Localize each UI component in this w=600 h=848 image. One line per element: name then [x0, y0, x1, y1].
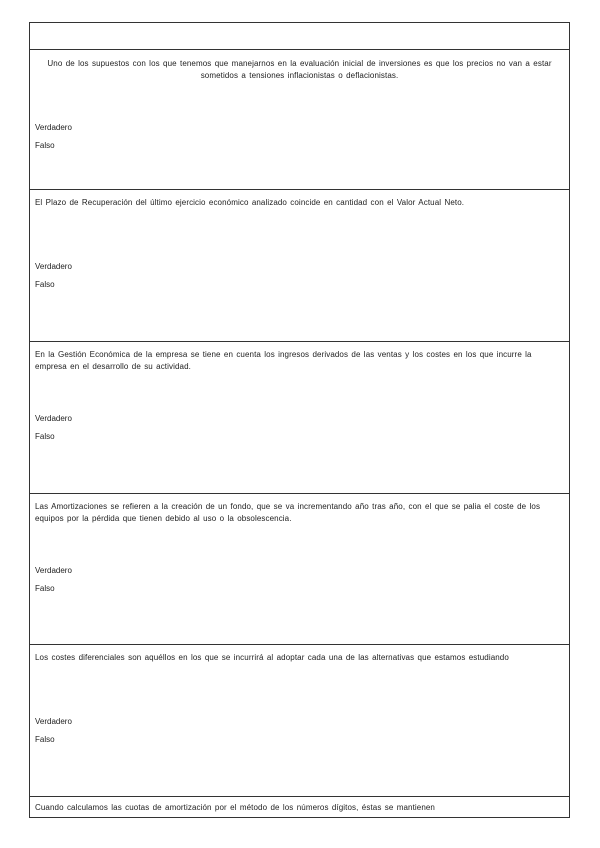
- option-falso[interactable]: Falso: [35, 584, 55, 593]
- option-falso[interactable]: Falso: [35, 141, 55, 150]
- question-text: Los costes diferenciales son aquéllos en los que se incurrirá al adoptar cada una de las alternativas que estamos estudiando: [35, 653, 509, 662]
- question-text: Las Amortizaciones se refieren a la creación de un fondo, que se va incrementando año tras año, con el que se palia el coste de los equipos por la pérdida que tienen debido al uso o la obsolescencia.: [35, 502, 541, 523]
- option-falso[interactable]: Falso: [35, 735, 55, 744]
- question-text: Cuando calculamos las cuotas de amortización por el método de los números dígitos, éstas se mantienen: [35, 803, 435, 812]
- question-block: [30, 341, 569, 494]
- option-verdadero[interactable]: Verdadero: [35, 414, 72, 423]
- header-cell: [30, 23, 569, 50]
- quiz-sheet: [29, 22, 570, 818]
- question-block: [30, 796, 569, 818]
- option-verdadero[interactable]: Verdadero: [35, 566, 72, 575]
- option-falso[interactable]: Falso: [35, 432, 55, 441]
- question-block: [30, 50, 569, 190]
- option-falso[interactable]: Falso: [35, 280, 55, 289]
- option-verdadero[interactable]: Verdadero: [35, 262, 72, 271]
- option-verdadero[interactable]: Verdadero: [35, 123, 72, 132]
- option-verdadero[interactable]: Verdadero: [35, 717, 72, 726]
- question-text: El Plazo de Recuperación del último ejercicio económico analizado coincide en cantidad con el Valor Actual Neto.: [35, 198, 465, 207]
- question-text: En la Gestión Económica de la empresa se tiene en cuenta los ingresos derivados de las ventas y los costes en los que incurre la empresa en el desarrollo de su actividad.: [35, 350, 532, 371]
- question-block: [30, 493, 569, 645]
- question-block: [30, 644, 569, 797]
- question-block: [30, 189, 569, 342]
- question-text: Uno de los supuestos con los que tenemos que manejarnos en la evaluación inicial de inversiones es que los precios no van a estar sometidos a tensiones inflacionistas o deflacionistas.: [47, 59, 552, 80]
